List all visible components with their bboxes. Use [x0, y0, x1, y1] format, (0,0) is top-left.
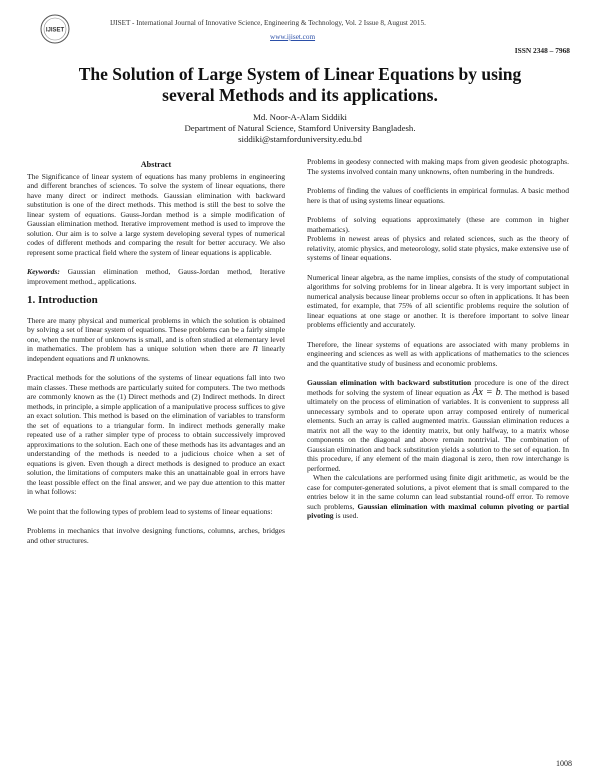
intro-paragraph-3: We point that the following types of problem lead to systems of linear equations: — [27, 506, 273, 516]
issn-label: ISSN 2348 – 7968 — [514, 46, 570, 55]
keywords-list: Gaussian elimination method, Gauss-Jordan method, Iterative improvement method., applications. — [27, 267, 285, 286]
applications-paragraph: Therefore, the linear systems of equations are associated with many problems in engineering and sciences as well as with applications of mathematics to the sciences and the quantitative study of business and economic problems. — [307, 339, 569, 368]
pivoting-term: Gaussian elimination with maximal column pivoting or partial pivoting — [307, 501, 569, 520]
physics-paragraph — [307, 215, 569, 263]
intro-paragraph-2: Practical methods for the solutions of the systems of linear equations fall into two main classes. These methods are particularly suited for computers. The two methods are commonly known as the (1) Direct methods and (2) Indirect methods. In direct methods, in principle, a simple application of a manipulative process suffices to give an exact solution. This method is based on the elimination of variables to transform the set of equations to a triangular form. In indirect methods generally make repeated use of a rather simpler type of process to obtain successively improved approximations to the solution. Each one of these methods has its advantages and an understanding of the methods is needed to a judicious choice when a set of equations is given. Even though a direct methods is designed to produce an exact solution, the limitations of computers make this an unattainable goal in errors have the least possible effect on the final answer, and we pay due attention to this matter in what follows: — [27, 373, 285, 496]
author-block — [90, 112, 510, 145]
journal-url-link[interactable]: www.ijiset.com — [270, 33, 316, 41]
title-line-2: several Methods and its applications. — [162, 85, 438, 105]
pivoting-text-2: is used. — [333, 511, 359, 520]
physics-text-1: Problems of solving equations approximately (these are common in higher mathematics). — [307, 215, 569, 234]
journal-logo — [40, 14, 70, 44]
math-n: n — [252, 343, 258, 354]
keywords — [27, 267, 285, 286]
journal-citation: IJISET - International Journal of Innovative Science, Engineering & Technology, Vol. 2 Issue 8, August 2015. — [110, 19, 426, 27]
paper-title — [40, 64, 560, 106]
left-column — [27, 160, 285, 555]
intro-p1-text-3: unknowns. — [114, 353, 150, 363]
numerical-algebra-paragraph: Numerical linear algebra, as the name implies, consists of the study of computational algorithms for solving problems for in linear algebra. It is very important subject in numerical analysis because linear problems occur so often in applications. It has been estimated, for example, that 75% of all scientific problems require the solution of linear equations at one stage or another. It is therefore important to solve linear problems efficiently and accurately. — [307, 272, 569, 329]
intro-paragraph-1 — [27, 316, 285, 364]
page-number: 1008 — [556, 759, 572, 768]
right-column — [307, 157, 569, 531]
gaussian-elimination-term: Gaussian elimination with backward substitution — [307, 378, 472, 387]
title-line-1: The Solution of Large System of Linear Equations by using — [78, 64, 522, 84]
pivoting-text-1: When the calculations are performed using finite digit arithmetic, as would be the case for computer-generated solutions, a pivot element that is small compared to the entries below it in the same column can lead substantial round-off error. To remove such problems, — [307, 473, 569, 511]
introduction-heading: 1. Introduction — [27, 294, 98, 306]
physics-text-2: Problems in newest areas of physics and related sciences, such as the theory of relativity, atomic physics, and meteorology, solid state physics, make extensive use of systems of linear equations. — [307, 234, 569, 262]
svg-text:IJISET: IJISET — [45, 27, 65, 34]
abstract-heading: Abstract — [140, 160, 172, 169]
author-name: Md. Noor-A-Alam Siddiki — [253, 112, 347, 122]
pivoting-paragraph — [307, 473, 569, 521]
gaussian-text-2: . The method is based ultimately on the process of elimination of variables. It is convenient to suppress all unnecessary symbols and to operate upon array composed entirely of numerical elements. Such an array is called augmented matrix. Gaussian elimination reduces a matrix not all the way to the identity matrix, but only halfway, to a matrix whose components on the diagonal and above remain nontrivial. The combination of Gaussian elimination and back substitution yields a solution to the set of equation. In this procedure, if any element of the main diagonal is zero, then row interchange is performed. — [307, 387, 570, 473]
intro-paragraph-4: Problems in mechanics that involve designing functions, columns, arches, bridges and other structures. — [27, 526, 285, 545]
coefficients-paragraph: Problems of finding the values of coefficients in empirical formulas. A basic method here is that of using systems linear equations. — [307, 186, 569, 205]
gaussian-text-1: procedure is one of the direct methods for solving the system of linear equation as — [307, 378, 569, 397]
abstract-text: The Significance of linear system of equations has many problems in engineering and different branches of sciences. To solve the system of linear equations, there have many direct or indirect methods. Gaussian elimination with backward substitution is one of the direct methods. This method is still the best to solve the linear system of equations. Gauss-Jordan method is a simple modification of Gaussian elimination method. Iterative improvement method is used to improve the solution. Our aim is to solve a large system developing several types of numerical codes of different methods and comparing the result for better accuracy. We also represent some practical field where the system of linear equations is applicable. — [27, 171, 285, 257]
geodesy-paragraph: Problems in geodesy connected with making maps from given geodesic photographs. The systems involved contain many unknowns, often numbering in the hundreds. — [307, 157, 569, 176]
gaussian-elimination-paragraph — [307, 378, 569, 473]
intro-p1-text-2: linearly independent equations and — [27, 344, 286, 363]
intro-p1-text: There are many physical and numerical problems in which the solution is obtained by solving a set of linear system of equations. These problems can be a fairly simple one, when the number of unknowns is small, and is often studied at elementary level in mathematics. The problem has a unique solution when there are — [27, 315, 285, 353]
equation-ax-b: Ax = b — [472, 386, 501, 398]
keywords-label: Keywords: — [27, 267, 60, 276]
author-email[interactable]: siddiki@stamforduniversity.edu.bd — [238, 134, 362, 144]
author-affiliation: Department of Natural Science, Stamford University Bangladesh. — [184, 123, 416, 133]
math-n-2: n — [109, 352, 115, 364]
